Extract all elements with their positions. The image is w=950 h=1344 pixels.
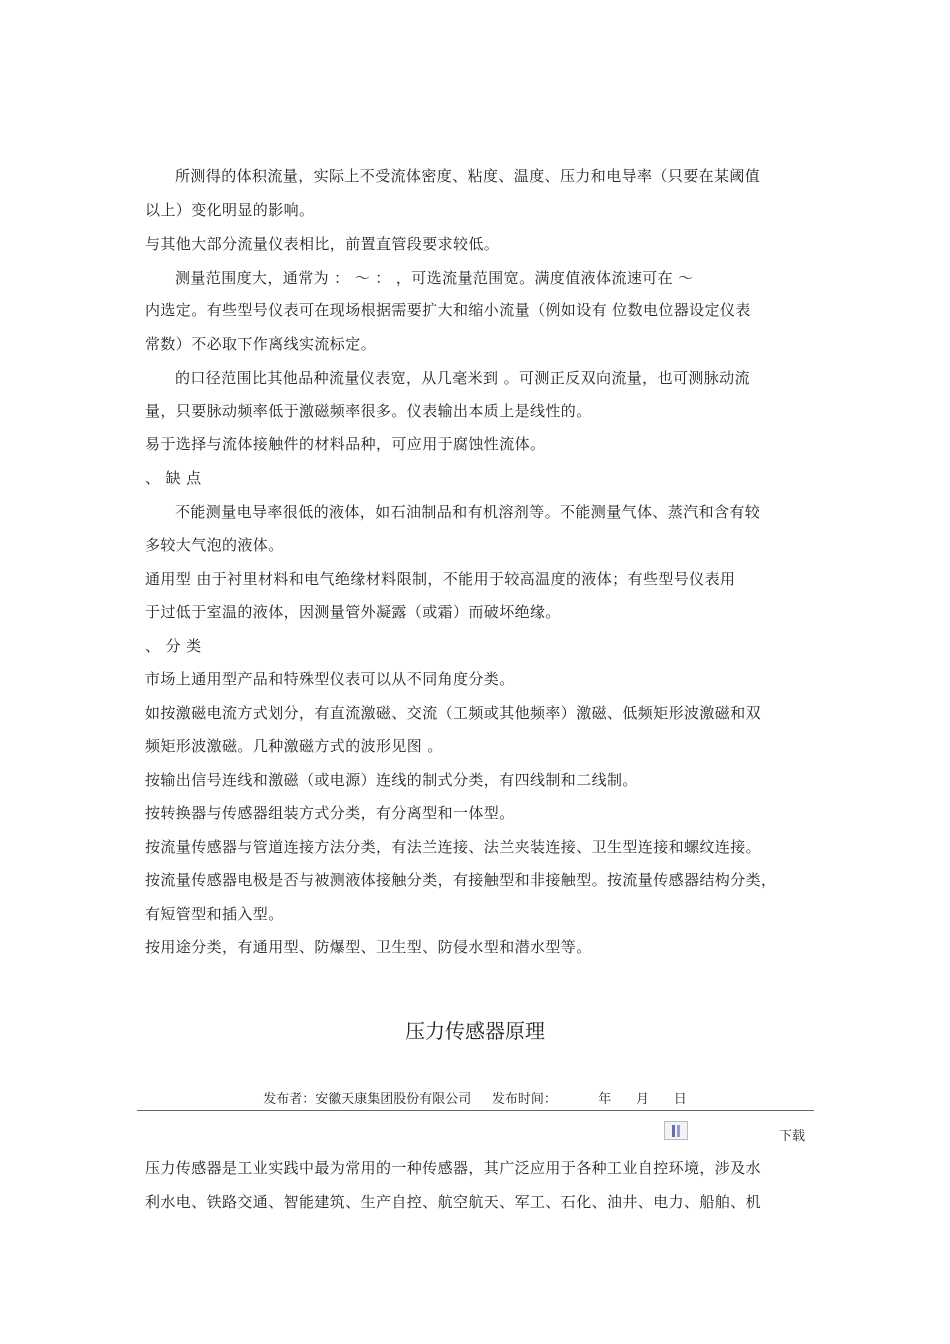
paragraph-line: 按流量传感器与管道连接方法分类，有法兰连接、法兰夹装连接、卫生型连接和螺纹连接。 (145, 838, 762, 856)
paragraph-line: 按流量传感器电极是否与被测液体接触分类，有接触型和非接触型。按流量传感器结构分类， (145, 871, 777, 889)
paragraph-line: 按输出信号连线和激磁（或电源）连线的制式分类，有四线制和二线制。 (145, 771, 638, 789)
paragraph-line: 利水电、铁路交通、智能建筑、生产自控、航空航天、军工、石化、油井、电力、船舶、机 (145, 1193, 762, 1211)
publisher-meta: 发布者：安徽天康集团股份有限公司 发布时间： 年 月 日 (263, 1092, 687, 1107)
download-icon-bar (672, 1125, 675, 1137)
paragraph-line: 市场上通用型产品和特殊型仪表可以从不同角度分类。 (145, 670, 515, 688)
paragraph-line: 常数）不必取下作离线实流标定。 (145, 335, 377, 353)
paragraph-line: 与其他大部分流量仪表相比，前置直管段要求较低。 (145, 235, 500, 253)
paragraph-line: 按用途分类，有通用型、防爆型、卫生型、防侵水型和潜水型等。 (145, 938, 592, 956)
paragraph-line: 频矩形波激磁。几种激磁方式的波形见图 。 (145, 737, 443, 755)
paragraph-line: 易于选择与流体接触件的材料品种，可应用于腐蚀性流体。 (145, 435, 546, 453)
paragraph-line: 于过低于室温的液体，因测量管外凝露（或霜）而破坏绝缘。 (145, 603, 561, 621)
paragraph-line: 不能测量电导率很低的液体，如石油制品和有机溶剂等。不能测量气体、蒸汽和含有较 (175, 503, 761, 521)
download-icon-bar (677, 1125, 680, 1137)
paragraph-line: 压力传感器是工业实践中最为常用的一种传感器，其广泛应用于各种工业自控环境，涉及水 (145, 1159, 762, 1177)
paragraph-line: 通用型 由于衬里材料和电气绝缘材料限制，不能用于较高温度的液体；有些型号仪表用 (145, 570, 736, 588)
header-divider (137, 1110, 814, 1111)
paragraph-line: 内选定。有些型号仪表可在现场根据需要扩大和缩小流量（例如设有 位数电位器设定仪表 (145, 301, 751, 319)
paragraph-line: 有短管型和插入型。 (145, 905, 284, 923)
paragraph-line: 以上）变化明显的影响。 (145, 201, 315, 219)
article-title: 压力传感器原理 (405, 1019, 545, 1043)
paragraph-line: 的口径范围比其他品种流量仪表宽，从几毫米到 。可测正反双向流量，也可测脉动流 (175, 369, 750, 387)
paragraph-line: 量，只要脉动频率低于激磁频率很多。仪表输出本质上是线性的。 (145, 402, 592, 420)
section-heading-disadvantages: 、 缺 点 (145, 469, 202, 487)
paragraph-line: 按转换器与传感器组装方式分类，有分离型和一体型。 (145, 804, 515, 822)
section-heading-classification: 、 分 类 (145, 637, 202, 655)
download-icon[interactable] (664, 1121, 688, 1140)
paragraph-line: 多较大气泡的液体。 (145, 536, 284, 554)
paragraph-line: 如按激磁电流方式划分，有直流激磁、交流（工频或其他频率）激磁、低频矩形波激磁和双 (145, 704, 762, 722)
download-link[interactable]: 下载 (779, 1129, 806, 1144)
paragraph-line: 所测得的体积流量，实际上不受流体密度、粘度、温度、压力和电导率（只要在某阈值 (175, 167, 761, 185)
paragraph-line: 测量范围度大，通常为 ： ～ ： ，可选流量范围宽。满度值液体流速可在 ～ (175, 269, 694, 287)
